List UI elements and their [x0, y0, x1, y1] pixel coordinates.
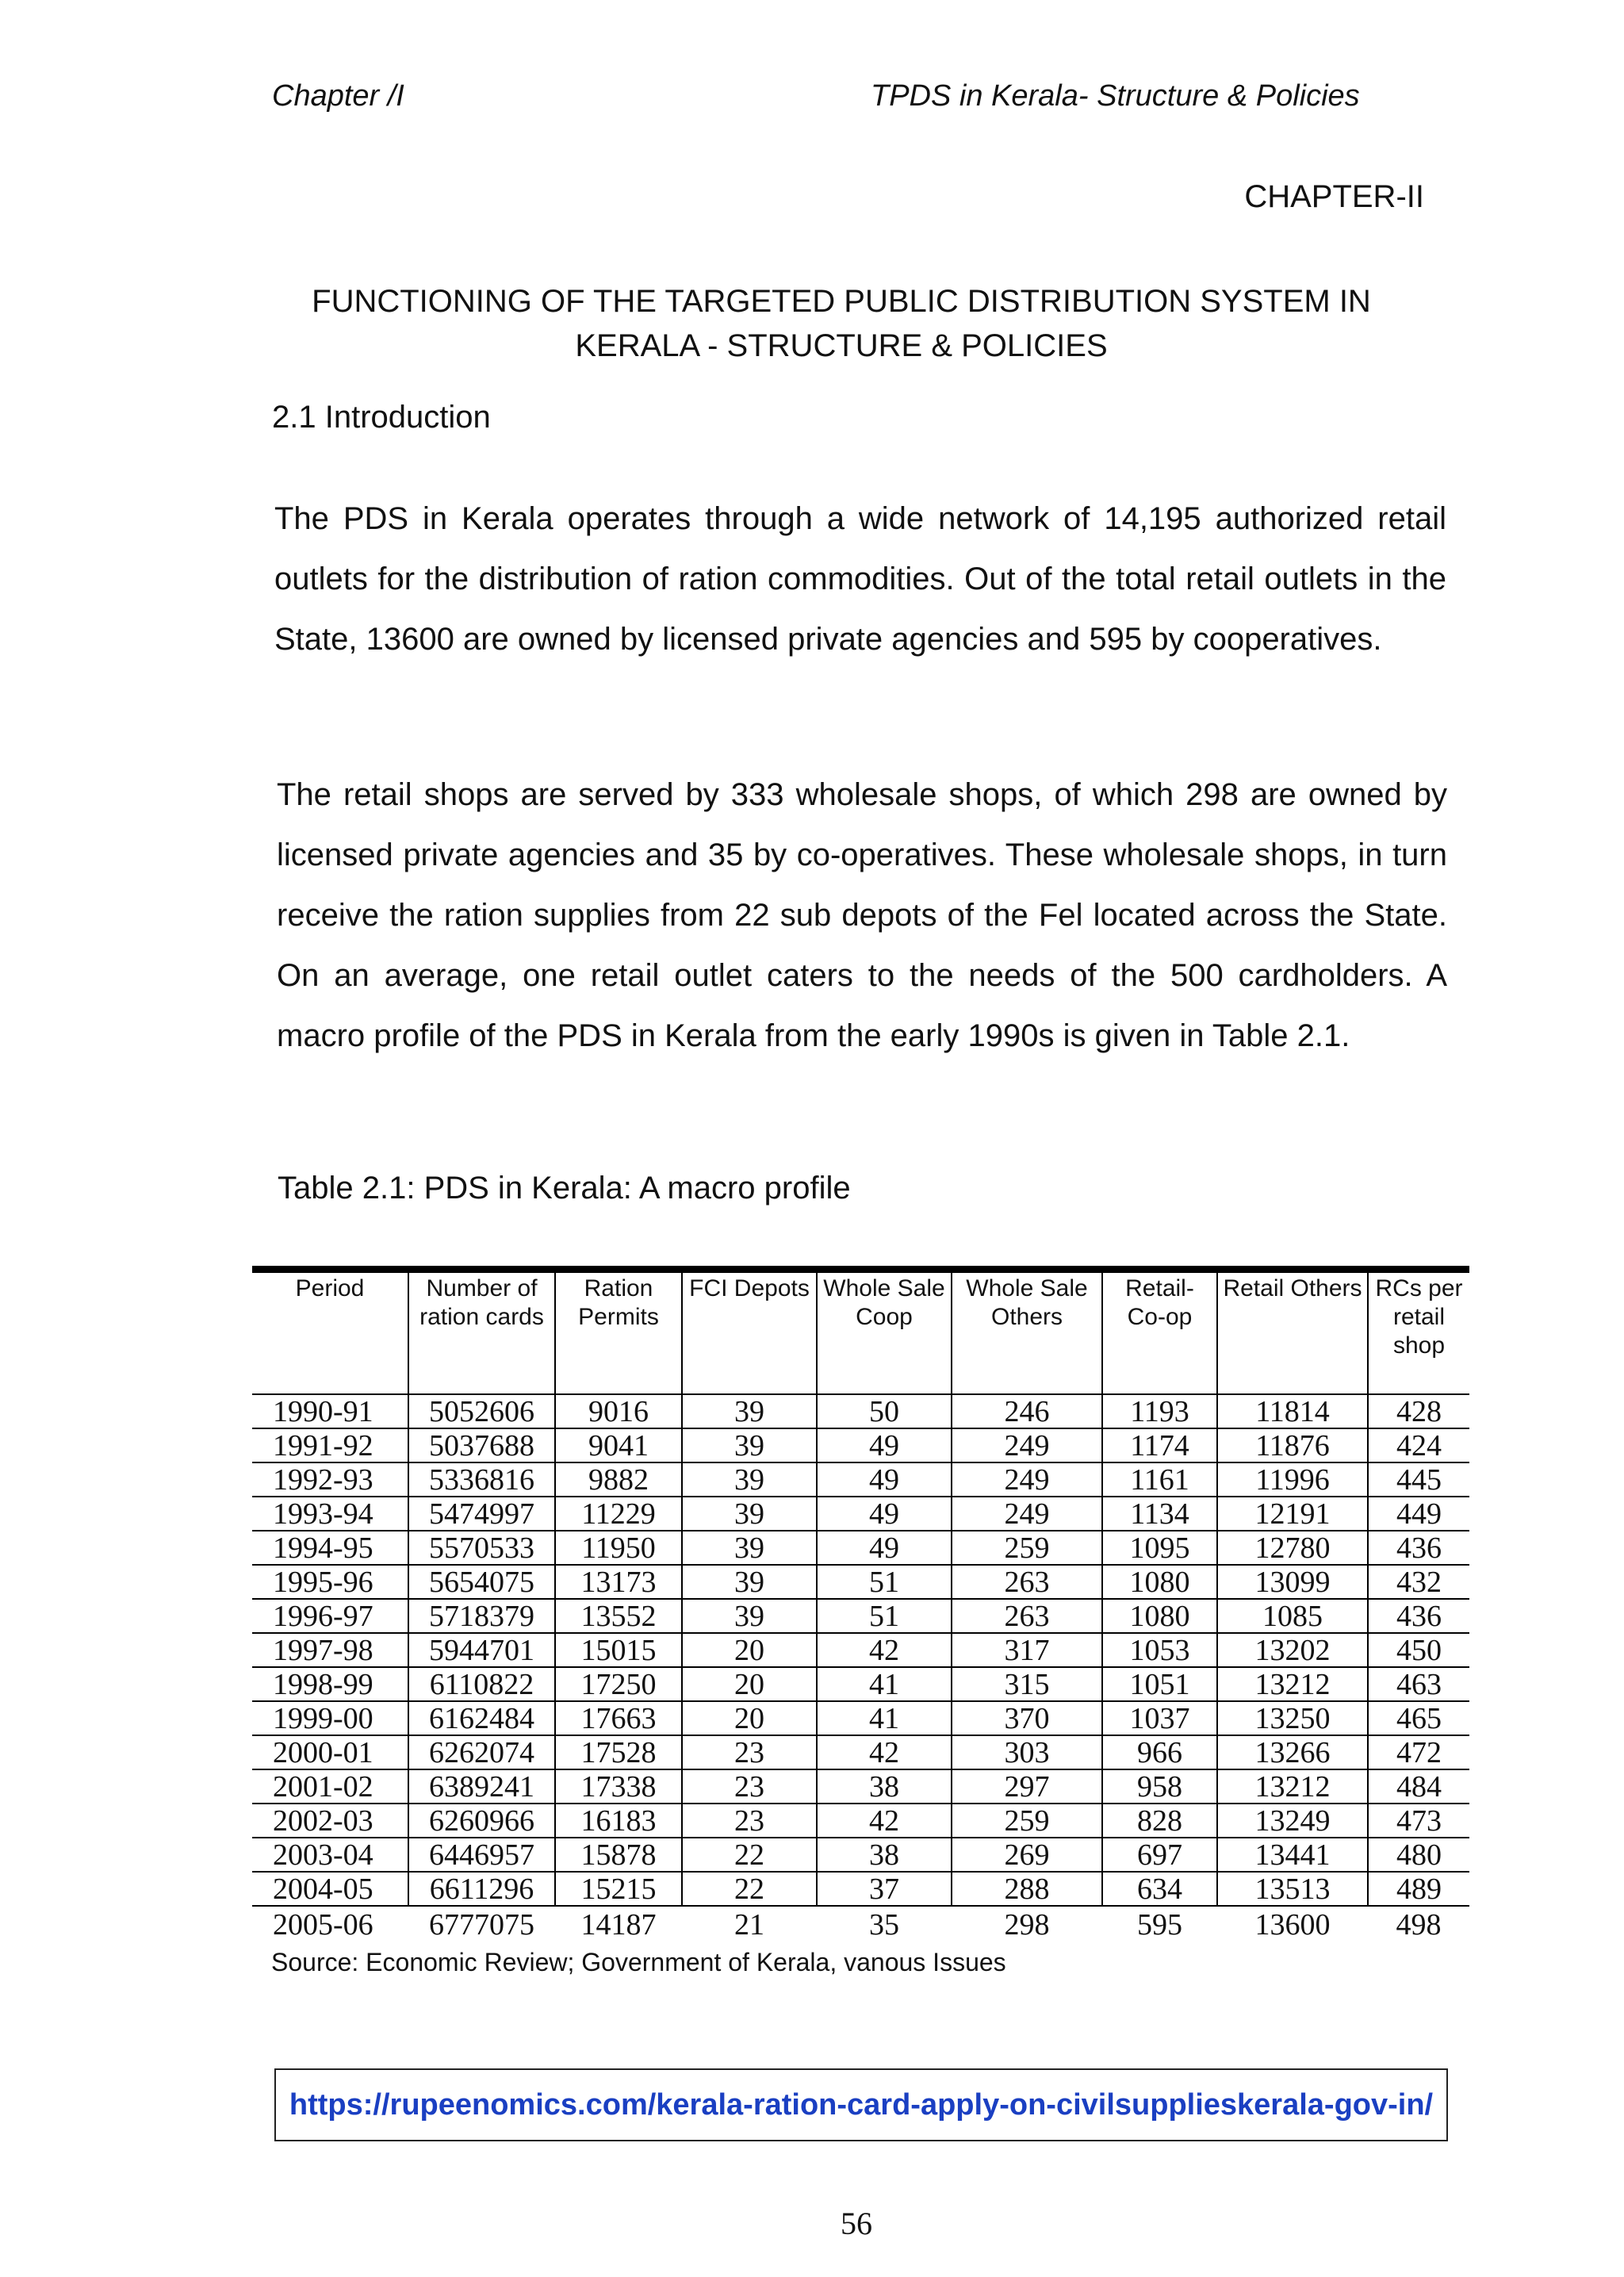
- intro-paragraph-1: The PDS in Kerala operates through a wide network of 14,195 authorized retail outlets for the distribution of ration commodities. Out of the total retail outlets in the State, 13600 are owned by licensed private agencies and 595 by cooperatives.: [274, 501, 1446, 657]
- period-cell: 2004-05: [273, 1872, 373, 1906]
- table-cell: 263: [952, 1565, 1102, 1599]
- table-cell: 21: [734, 1908, 764, 1942]
- table-cell: 17663: [555, 1701, 682, 1735]
- table-cell: 38: [817, 1838, 952, 1872]
- table-row: [252, 1872, 1469, 1906]
- table-cell: 11996: [1217, 1462, 1368, 1497]
- chapter-label: CHAPTER-II: [1244, 179, 1424, 214]
- url-box: [274, 2068, 1448, 2141]
- table-row: [252, 1804, 1469, 1838]
- table-cell: 484: [1368, 1769, 1469, 1804]
- table-cell: 1080: [1102, 1565, 1217, 1599]
- table-cell: 39: [682, 1428, 817, 1462]
- table-row: [252, 1599, 1469, 1633]
- period-cell: 1993-94: [273, 1497, 373, 1531]
- table-row: [252, 1462, 1469, 1497]
- table-cell: 246: [952, 1394, 1102, 1428]
- running-header-chapter: Chapter /I: [272, 79, 404, 113]
- period-cell: 2001-02: [273, 1769, 373, 1804]
- column-header: FCI Depots: [682, 1270, 817, 1395]
- section-heading: 2.1 Introduction: [272, 400, 491, 435]
- column-header: Period: [295, 1275, 365, 1301]
- table-cell: 1161: [1102, 1462, 1217, 1497]
- table-cell: 13441: [1217, 1838, 1368, 1872]
- table-cell: 498: [1396, 1908, 1442, 1942]
- table-cell: 23: [682, 1804, 817, 1838]
- table-row: [252, 1633, 1469, 1667]
- table-cell: 51: [817, 1599, 952, 1633]
- period-cell: 1998-99: [273, 1667, 373, 1701]
- table-cell: 49: [817, 1531, 952, 1565]
- table-cell: 39: [682, 1599, 817, 1633]
- table-cell: 14187: [580, 1908, 657, 1942]
- table-cell: 489: [1368, 1872, 1469, 1906]
- table-cell: 634: [1102, 1872, 1217, 1906]
- table-row: [252, 1497, 1469, 1531]
- table-cell: 317: [952, 1633, 1102, 1667]
- table-cell: 6162484: [408, 1701, 555, 1735]
- column-header: Retail-Co-op: [1102, 1270, 1217, 1395]
- chapter-title: FUNCTIONING OF THE TARGETED PUBLIC DISTRIBUTION SYSTEM IN KERALA - STRUCTURE & POLICIES: [312, 284, 1371, 363]
- table-cell: 828: [1102, 1804, 1217, 1838]
- table-cell: 966: [1102, 1735, 1217, 1769]
- table-cell: 1080: [1102, 1599, 1217, 1633]
- table-cell: 13212: [1217, 1769, 1368, 1804]
- table-cell: 13202: [1217, 1633, 1368, 1667]
- period-cell: 2000-01: [273, 1735, 373, 1769]
- table-cell: 5336816: [408, 1462, 555, 1497]
- column-header: Whole Sale Coop: [817, 1270, 952, 1395]
- table-cell: 472: [1368, 1735, 1469, 1769]
- table-cell: 35: [869, 1908, 899, 1942]
- table-cell: 17528: [555, 1735, 682, 1769]
- external-link[interactable]: https://rupeenomics.com/kerala-ration-card-apply-on-civilsupplieskerala-gov-in/: [289, 2087, 1434, 2122]
- table-cell: 297: [952, 1769, 1102, 1804]
- table-cell: 315: [952, 1667, 1102, 1701]
- period-cell: 1995-96: [273, 1565, 373, 1599]
- table-cell: 1053: [1102, 1633, 1217, 1667]
- table-cell: 9041: [555, 1428, 682, 1462]
- table-cell: 697: [1102, 1838, 1217, 1872]
- table-cell: 5037688: [408, 1428, 555, 1462]
- table-cell: 432: [1368, 1565, 1469, 1599]
- table-cell: 22: [682, 1872, 817, 1906]
- period-cell: 1999-00: [273, 1701, 373, 1735]
- table-cell: 424: [1368, 1428, 1469, 1462]
- table-row: [252, 1428, 1469, 1462]
- table-cell: 37: [817, 1872, 952, 1906]
- table-cell: 269: [952, 1838, 1102, 1872]
- table-cell: 9882: [555, 1462, 682, 1497]
- table-cell: 13173: [555, 1565, 682, 1599]
- table-cell: 428: [1368, 1394, 1469, 1428]
- table-row: [252, 1667, 1469, 1701]
- table-cell: 259: [952, 1804, 1102, 1838]
- table-row: [252, 1394, 1469, 1428]
- table-cell: 11814: [1217, 1394, 1368, 1428]
- running-header-title: TPDS in Kerala- Structure & Policies: [871, 79, 1360, 113]
- period-cell: 1996-97: [273, 1599, 373, 1633]
- table-cell: 480: [1368, 1838, 1469, 1872]
- table-row: [252, 1769, 1469, 1804]
- column-header: Ration Permits: [555, 1270, 682, 1395]
- table-cell: 445: [1368, 1462, 1469, 1497]
- table-cell: 5718379: [408, 1599, 555, 1633]
- table-cell: 249: [952, 1428, 1102, 1462]
- table-cell: 13099: [1217, 1565, 1368, 1599]
- table-cell: 42: [817, 1735, 952, 1769]
- table-cell: 23: [682, 1735, 817, 1769]
- table-cell: 42: [817, 1633, 952, 1667]
- table-cell: 13249: [1217, 1804, 1368, 1838]
- table-cell: 6389241: [408, 1769, 555, 1804]
- table-cell: 6777075: [429, 1908, 534, 1942]
- table-cell: 42: [817, 1804, 952, 1838]
- table-caption: Table 2.1: PDS in Kerala: A macro profile: [278, 1171, 851, 1206]
- table-cell: 465: [1368, 1701, 1469, 1735]
- table-cell: 41: [817, 1667, 952, 1701]
- table-cell: 20: [682, 1667, 817, 1701]
- table-cell: 303: [952, 1735, 1102, 1769]
- intro-paragraph-2: The retail shops are served by 333 wholesale shops, of which 298 are owned by licensed private agencies and 35 by co-operatives. These wholesale shops, in turn receive the ration supplies from 22 sub depots of the Fel located across the State. On an average, one retail outlet caters to the needs of the 500 cardholders. A macro profile of the PDS in Kerala from the early 1990s is given in Table 2.1.: [277, 777, 1447, 1053]
- table-cell: 11876: [1217, 1428, 1368, 1462]
- period-cell: 1994-95: [273, 1531, 373, 1565]
- table-source-note: Source: Economic Review; Government of Kerala, vanous Issues: [271, 1948, 1006, 1976]
- period-cell: 1990-91: [273, 1394, 373, 1428]
- table-cell: 39: [682, 1497, 817, 1531]
- table-cell: 1134: [1102, 1497, 1217, 1531]
- table-cell: 13552: [555, 1599, 682, 1633]
- table-cell: 49: [817, 1462, 952, 1497]
- table-cell: 5944701: [408, 1633, 555, 1667]
- table-cell: 39: [682, 1565, 817, 1599]
- table-cell: 49: [817, 1428, 952, 1462]
- table-cell: 450: [1368, 1633, 1469, 1667]
- table-row: [252, 1838, 1469, 1872]
- table-cell: 1085: [1217, 1599, 1368, 1633]
- table-header-row: [252, 1270, 1469, 1395]
- table-cell: 9016: [555, 1394, 682, 1428]
- table-cell: 16183: [555, 1804, 682, 1838]
- table-cell: 38: [817, 1769, 952, 1804]
- table-row: [252, 1735, 1469, 1769]
- period-cell: 1997-98: [273, 1633, 373, 1667]
- table-cell: 39: [682, 1462, 817, 1497]
- table-cell: 13513: [1217, 1872, 1368, 1906]
- table-cell: 49: [817, 1497, 952, 1531]
- table-cell: 13266: [1217, 1735, 1368, 1769]
- table-row: [252, 1906, 1469, 1943]
- table-cell: 13600: [1254, 1908, 1331, 1942]
- table-cell: 5570533: [408, 1531, 555, 1565]
- column-header: RCs per retail shop: [1368, 1270, 1469, 1395]
- table-cell: 15878: [555, 1838, 682, 1872]
- table-cell: 39: [682, 1531, 817, 1565]
- table-cell: 6446957: [408, 1838, 555, 1872]
- table-cell: 249: [952, 1497, 1102, 1531]
- table-cell: 20: [682, 1633, 817, 1667]
- table-cell: 1051: [1102, 1667, 1217, 1701]
- table-cell: 5474997: [408, 1497, 555, 1531]
- table-cell: 463: [1368, 1667, 1469, 1701]
- table-cell: 17338: [555, 1769, 682, 1804]
- table-cell: 11950: [555, 1531, 682, 1565]
- column-header: Retail Others: [1217, 1270, 1368, 1395]
- table-cell: 15015: [555, 1633, 682, 1667]
- table-row: [252, 1531, 1469, 1565]
- table-cell: 41: [817, 1701, 952, 1735]
- table-cell: 20: [682, 1701, 817, 1735]
- table-cell: 1037: [1102, 1701, 1217, 1735]
- table-cell: 298: [1004, 1908, 1050, 1942]
- period-cell: 1992-93: [273, 1462, 373, 1497]
- table-cell: 370: [952, 1701, 1102, 1735]
- table-cell: 12191: [1217, 1497, 1368, 1531]
- table-cell: 6611296: [408, 1872, 555, 1906]
- table-cell: 6262074: [408, 1735, 555, 1769]
- table-cell: 11229: [555, 1497, 682, 1531]
- table-cell: 6260966: [408, 1804, 555, 1838]
- table-cell: 249: [952, 1462, 1102, 1497]
- table-cell: 22: [682, 1838, 817, 1872]
- table-cell: 13212: [1217, 1667, 1368, 1701]
- table-cell: 12780: [1217, 1531, 1368, 1565]
- table-cell: 436: [1368, 1531, 1469, 1565]
- table-cell: 15215: [555, 1872, 682, 1906]
- table-cell: 436: [1368, 1599, 1469, 1633]
- table-cell: 259: [952, 1531, 1102, 1565]
- table-cell: 288: [952, 1872, 1102, 1906]
- page-number: 56: [841, 2206, 872, 2241]
- table-cell: 1095: [1102, 1531, 1217, 1565]
- table-row: [252, 1701, 1469, 1735]
- table-cell: 17250: [555, 1667, 682, 1701]
- table-cell: 51: [817, 1565, 952, 1599]
- period-cell: 2002-03: [273, 1804, 373, 1838]
- table-cell: 39: [682, 1394, 817, 1428]
- table-cell: 5654075: [408, 1565, 555, 1599]
- table-body: [252, 1394, 1469, 1943]
- period-cell: 2003-04: [273, 1838, 373, 1872]
- pds-macro-profile-table: [252, 1266, 1469, 1943]
- table-cell: 449: [1368, 1497, 1469, 1531]
- table-cell: 23: [682, 1769, 817, 1804]
- table-cell: 13250: [1217, 1701, 1368, 1735]
- table-cell: 263: [952, 1599, 1102, 1633]
- table-cell: 1193: [1102, 1394, 1217, 1428]
- column-header: Whole Sale Others: [952, 1270, 1102, 1395]
- table-cell: 5052606: [408, 1394, 555, 1428]
- table-cell: 595: [1137, 1908, 1182, 1942]
- table-cell: 958: [1102, 1769, 1217, 1804]
- table-cell: 6110822: [408, 1667, 555, 1701]
- table-row: [252, 1565, 1469, 1599]
- table-cell: 473: [1368, 1804, 1469, 1838]
- column-header: Number of ration cards: [408, 1270, 555, 1395]
- table-cell: 1174: [1102, 1428, 1217, 1462]
- period-cell: 2005-06: [273, 1908, 373, 1942]
- table-cell: 50: [817, 1394, 952, 1428]
- period-cell: 1991-92: [273, 1428, 373, 1462]
